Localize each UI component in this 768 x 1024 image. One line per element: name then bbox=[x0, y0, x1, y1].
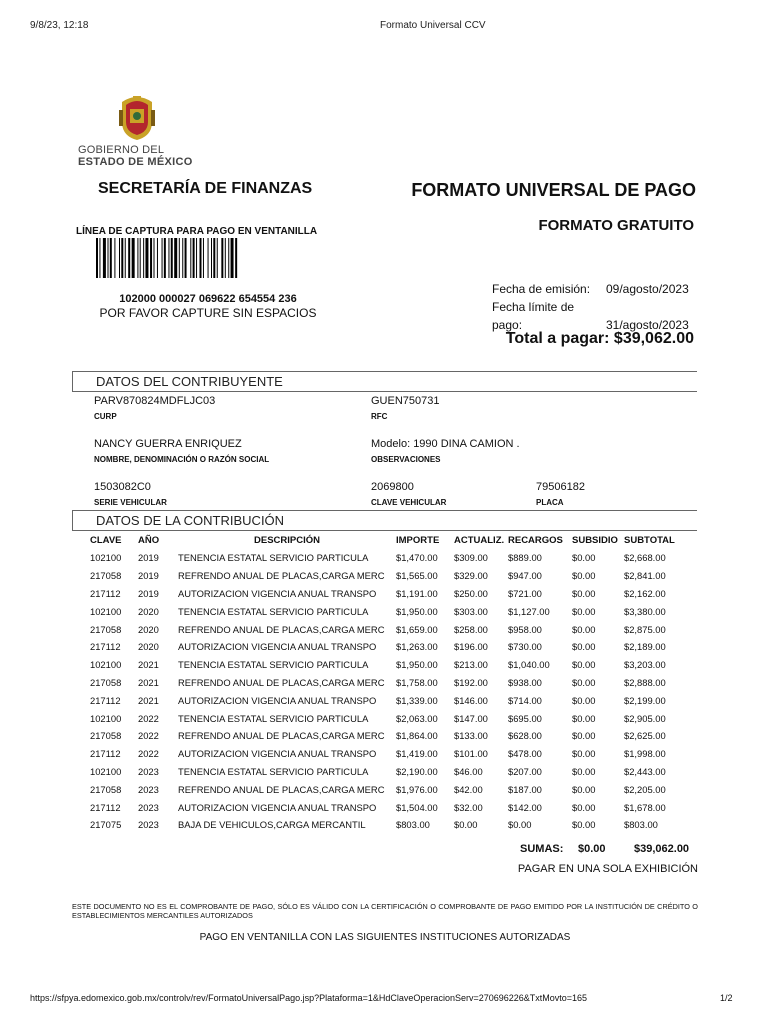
cell-descripcion: TENENCIA ESTATAL SERVICIO PARTICULA bbox=[178, 605, 369, 617]
cell-anio: 2023 bbox=[138, 819, 159, 831]
cell-importe: $1,339.00 bbox=[396, 694, 438, 706]
cell-subtotal: $2,905.00 bbox=[624, 712, 666, 724]
page-number: 1/2 bbox=[720, 993, 733, 1003]
cell-anio: 2023 bbox=[138, 801, 159, 813]
barcode-bar bbox=[179, 238, 180, 278]
barcode-bar bbox=[221, 238, 223, 278]
print-datetime: 9/8/23, 12:18 bbox=[30, 20, 89, 31]
barcode-bar bbox=[99, 238, 100, 278]
cell-descripcion: AUTORIZACION VIGENCIA ANUAL TRANSPO bbox=[178, 641, 377, 653]
cell-descripcion: TENENCIA ESTATAL SERVICIO PARTICULA bbox=[178, 712, 369, 724]
cell-anio: 2021 bbox=[138, 659, 159, 671]
cell-importe: $2,063.00 bbox=[396, 712, 438, 724]
cell-recargos: $721.00 bbox=[508, 587, 542, 599]
table-row bbox=[90, 567, 682, 585]
barcode-bar bbox=[143, 238, 144, 278]
cell-anio: 2019 bbox=[138, 552, 159, 564]
barcode-bar bbox=[96, 238, 98, 278]
table-row bbox=[90, 638, 682, 656]
cell-subsidio: $0.00 bbox=[572, 694, 596, 706]
linea-captura-note: POR FAVOR CAPTURE SIN ESPACIOS bbox=[99, 306, 317, 320]
barcode-bar bbox=[174, 238, 177, 278]
cell-clave: 217058 bbox=[90, 676, 122, 688]
pagar-note: PAGAR EN UNA SOLA EXHIBICIÓN bbox=[517, 863, 698, 875]
cell-actualiz: $309.00 bbox=[454, 552, 488, 564]
cell-recargos: $889.00 bbox=[508, 552, 542, 564]
col-header-anio: AÑO bbox=[138, 535, 160, 546]
cell-importe: $1,504.00 bbox=[396, 801, 438, 813]
cell-descripcion: REFRENDO ANUAL DE PLACAS,CARGA MERC bbox=[178, 730, 385, 742]
fecha-limite-value: 31/agosto/2023 bbox=[606, 318, 689, 332]
cell-clave: 102100 bbox=[90, 659, 122, 671]
cell-anio: 2022 bbox=[138, 712, 159, 724]
table-row bbox=[90, 763, 682, 781]
barcode bbox=[96, 238, 322, 278]
table-row bbox=[90, 691, 682, 709]
disclaimer: ESTE DOCUMENTO NO ES EL COMPROBANTE DE PAGO, SÓLO ES VÁLIDO CON LA CERTIFICACIÓN O COMPROBANTE DE PAGO EMITIDO POR LA INSTITUCIÓN DE CRÉDITO O ESTABLECIMIENTOS MERCANTILES AUTORIZADOS bbox=[72, 902, 698, 920]
cell-importe: $1,470.00 bbox=[396, 552, 438, 564]
cell-subtotal: $3,380.00 bbox=[624, 605, 666, 617]
clave-vehicular-value: 2069800 bbox=[371, 481, 414, 493]
cell-subsidio: $0.00 bbox=[572, 623, 596, 635]
table-row bbox=[90, 727, 682, 745]
cell-importe: $1,950.00 bbox=[396, 659, 438, 671]
section-divider bbox=[72, 371, 697, 372]
barcode-bar bbox=[185, 238, 187, 278]
placa-label: PLACA bbox=[536, 498, 564, 507]
serie-vehicular-value: 1503082C0 bbox=[94, 481, 151, 493]
cell-descripcion: REFRENDO ANUAL DE PLACAS,CARGA MERC bbox=[178, 676, 385, 688]
col-header-importe: IMPORTE bbox=[396, 535, 440, 546]
cell-subtotal: $2,875.00 bbox=[624, 623, 666, 635]
section-divider bbox=[72, 371, 73, 391]
barcode-bar bbox=[137, 238, 138, 278]
barcode-bar bbox=[168, 238, 169, 278]
cell-subtotal: $2,205.00 bbox=[624, 783, 666, 795]
barcode-bar bbox=[208, 238, 209, 278]
barcode-bar bbox=[193, 238, 195, 278]
cell-clave: 217112 bbox=[90, 641, 121, 653]
cell-subtotal: $2,841.00 bbox=[624, 570, 666, 582]
total-a-pagar: Total a pagar: $39,062.00 bbox=[505, 330, 694, 347]
cell-anio: 2023 bbox=[138, 765, 159, 777]
cell-importe: $1,263.00 bbox=[396, 641, 438, 653]
col-header-descripcion: DESCRIPCIÓN bbox=[254, 535, 320, 546]
placa-value: 79506182 bbox=[536, 481, 585, 493]
barcode-bar bbox=[140, 238, 141, 278]
barcode-bar bbox=[235, 238, 237, 278]
cell-importe: $1,758.00 bbox=[396, 676, 438, 688]
cell-anio: 2020 bbox=[138, 605, 159, 617]
cell-importe: $1,864.00 bbox=[396, 730, 438, 742]
cell-descripcion: TENENCIA ESTATAL SERVICIO PARTICULA bbox=[178, 765, 369, 777]
secretaria-title: SECRETARÍA DE FINANZAS bbox=[98, 180, 313, 197]
fecha-emision-label: Fecha de emisión: bbox=[492, 282, 591, 296]
barcode-bar bbox=[203, 238, 204, 278]
cell-subtotal: $803.00 bbox=[624, 819, 658, 831]
cell-actualiz: $192.00 bbox=[454, 676, 488, 688]
cell-recargos: $142.00 bbox=[508, 801, 542, 813]
cell-recargos: $187.00 bbox=[508, 783, 542, 795]
cell-subsidio: $0.00 bbox=[572, 605, 596, 617]
observaciones-label: OBSERVACIONES bbox=[371, 455, 441, 464]
cell-anio: 2020 bbox=[138, 641, 159, 653]
coat-of-arms-icon bbox=[116, 92, 158, 140]
barcode-bar bbox=[114, 238, 115, 278]
col-header-subtotal: SUBTOTAL bbox=[624, 535, 675, 546]
cell-descripcion: AUTORIZACION VIGENCIA ANUAL TRANSPO bbox=[178, 748, 377, 760]
fecha-limite-label: Fecha límite de pago: bbox=[492, 300, 575, 332]
cell-subsidio: $0.00 bbox=[572, 552, 596, 564]
cell-clave: 217058 bbox=[90, 623, 122, 635]
cell-actualiz: $42.00 bbox=[454, 783, 483, 795]
cell-anio: 2019 bbox=[138, 587, 159, 599]
cell-clave: 217112 bbox=[90, 587, 121, 599]
nombre-value: NANCY GUERRA ENRIQUEZ bbox=[94, 438, 242, 450]
cell-importe: $1,659.00 bbox=[396, 623, 438, 635]
barcode-bar bbox=[225, 238, 226, 278]
cell-importe: $803.00 bbox=[396, 819, 430, 831]
sumas-label: SUMAS: bbox=[520, 843, 564, 855]
cell-subtotal: $1,678.00 bbox=[624, 801, 666, 813]
cell-anio: 2022 bbox=[138, 730, 159, 742]
cell-actualiz: $46.00 bbox=[454, 765, 483, 777]
cell-clave: 217112 bbox=[90, 748, 121, 760]
cell-clave: 102100 bbox=[90, 712, 122, 724]
barcode-bar bbox=[171, 238, 173, 278]
cell-descripcion: BAJA DE VEHICULOS,CARGA MERCANTIL bbox=[178, 819, 366, 831]
col-header-subsidio: SUBSIDIO bbox=[572, 535, 618, 546]
cell-actualiz: $0.00 bbox=[454, 819, 478, 831]
barcode-bar bbox=[182, 238, 183, 278]
cell-recargos: $1,127.00 bbox=[508, 605, 550, 617]
section-divider bbox=[72, 510, 697, 511]
cell-subsidio: $0.00 bbox=[572, 765, 596, 777]
barcode-bar bbox=[190, 238, 191, 278]
cell-actualiz: $329.00 bbox=[454, 570, 488, 582]
linea-captura-title: LÍNEA DE CAPTURA PARA PAGO EN VENTANILLA bbox=[76, 226, 318, 237]
cell-descripcion: REFRENDO ANUAL DE PLACAS,CARGA MERC bbox=[178, 623, 385, 635]
cell-recargos: $478.00 bbox=[508, 748, 542, 760]
cell-subsidio: $0.00 bbox=[572, 641, 596, 653]
barcode-bar bbox=[196, 238, 197, 278]
fechas-block bbox=[492, 280, 689, 334]
barcode-bar bbox=[200, 238, 202, 278]
cell-actualiz: $146.00 bbox=[454, 694, 488, 706]
table-row bbox=[90, 585, 682, 603]
sumas-row bbox=[520, 843, 689, 855]
cell-subsidio: $0.00 bbox=[572, 587, 596, 599]
table-header-row bbox=[90, 532, 682, 549]
table-row bbox=[90, 780, 682, 798]
barcode-bar bbox=[132, 238, 135, 278]
cell-descripcion: REFRENDO ANUAL DE PLACAS,CARGA MERC bbox=[178, 783, 385, 795]
barcode-bar bbox=[157, 238, 158, 278]
rfc-label: RFC bbox=[371, 412, 388, 421]
cell-importe: $1,950.00 bbox=[396, 605, 438, 617]
cell-recargos: $714.00 bbox=[508, 694, 542, 706]
cell-clave: 102100 bbox=[90, 605, 122, 617]
barcode-bar bbox=[213, 238, 215, 278]
cell-recargos: $947.00 bbox=[508, 570, 542, 582]
cell-subsidio: $0.00 bbox=[572, 801, 596, 813]
cell-recargos: $695.00 bbox=[508, 712, 542, 724]
col-header-recargos: RECARGOS bbox=[508, 535, 563, 546]
cell-descripcion: REFRENDO ANUAL DE PLACAS,CARGA MERC bbox=[178, 570, 385, 582]
pago-ventanilla-note: PAGO EN VENTANILLA CON LAS SIGUIENTES INSTITUCIONES AUTORIZADAS bbox=[199, 932, 571, 943]
cell-anio: 2021 bbox=[138, 694, 159, 706]
cell-subtotal: $2,162.00 bbox=[624, 587, 666, 599]
barcode-bar bbox=[119, 238, 120, 278]
cell-clave: 217058 bbox=[90, 783, 122, 795]
cell-anio: 2023 bbox=[138, 783, 159, 795]
cell-clave: 217112 bbox=[90, 694, 121, 706]
col-header-actualiz: ACTUALIZ. bbox=[454, 535, 505, 546]
barcode-bar bbox=[110, 238, 112, 278]
cell-subsidio: $0.00 bbox=[572, 659, 596, 671]
section-divider bbox=[72, 530, 697, 531]
barcode-bar bbox=[217, 238, 218, 278]
contribucion-table bbox=[90, 532, 682, 834]
cell-subtotal: $2,668.00 bbox=[624, 552, 666, 564]
cell-subtotal: $1,998.00 bbox=[624, 748, 666, 760]
col-header-clave: CLAVE bbox=[90, 535, 122, 546]
cell-descripcion: AUTORIZACION VIGENCIA ANUAL TRANSPO bbox=[178, 801, 377, 813]
cell-subtotal: $2,189.00 bbox=[624, 641, 666, 653]
print-url: https://sfpya.edomexico.gob.mx/controlv/rev/FormatoUniversalPago.jsp?Plataforma=1&HdClaveOperacionServ=270696226&TxtMovto=165 bbox=[30, 993, 588, 1003]
cell-actualiz: $133.00 bbox=[454, 730, 488, 742]
section-divider bbox=[72, 391, 697, 392]
cell-clave: 217058 bbox=[90, 570, 122, 582]
cell-descripcion: TENENCIA ESTATAL SERVICIO PARTICULA bbox=[178, 552, 369, 564]
cell-anio: 2020 bbox=[138, 623, 159, 635]
section-divider bbox=[72, 510, 73, 530]
serie-vehicular-label: SERIE VEHICULAR bbox=[94, 498, 167, 507]
table-row bbox=[90, 798, 682, 816]
table-row bbox=[90, 656, 682, 674]
cell-subsidio: $0.00 bbox=[572, 676, 596, 688]
barcode-bar bbox=[162, 238, 163, 278]
cell-importe: $1,565.00 bbox=[396, 570, 438, 582]
cell-subsidio: $0.00 bbox=[572, 783, 596, 795]
table-row bbox=[90, 620, 682, 638]
cell-subtotal: $2,199.00 bbox=[624, 694, 666, 706]
curp-label: CURP bbox=[94, 412, 117, 421]
cell-recargos: $628.00 bbox=[508, 730, 542, 742]
cell-actualiz: $258.00 bbox=[454, 623, 488, 635]
cell-actualiz: $101.00 bbox=[454, 748, 488, 760]
cell-importe: $2,190.00 bbox=[396, 765, 438, 777]
cell-actualiz: $250.00 bbox=[454, 587, 488, 599]
table-row bbox=[90, 709, 682, 727]
rfc-value: GUEN750731 bbox=[371, 395, 440, 407]
sumas-subsidio: $0.00 bbox=[578, 843, 606, 855]
curp-value: PARV870824MDFLJC03 bbox=[94, 395, 216, 407]
linea-captura-number: 102000 000027 069622 654554 236 bbox=[119, 293, 297, 305]
cell-importe: $1,419.00 bbox=[396, 748, 438, 760]
table-row bbox=[90, 602, 682, 620]
barcode-bar bbox=[108, 238, 109, 278]
cell-clave: 102100 bbox=[90, 552, 122, 564]
cell-descripcion: TENENCIA ESTATAL SERVICIO PARTICULA bbox=[178, 659, 369, 671]
cell-clave: 217075 bbox=[90, 819, 122, 831]
barcode-bar bbox=[211, 238, 212, 278]
cell-anio: 2022 bbox=[138, 748, 159, 760]
cell-importe: $1,976.00 bbox=[396, 783, 438, 795]
barcode-bar bbox=[228, 238, 229, 278]
barcode-bar bbox=[145, 238, 148, 278]
cell-subsidio: $0.00 bbox=[572, 712, 596, 724]
cell-subtotal: $2,888.00 bbox=[624, 676, 666, 688]
logo-line-1: GOBIERNO DEL bbox=[78, 144, 165, 156]
table-row bbox=[90, 816, 682, 834]
barcode-bar bbox=[231, 238, 234, 278]
barcode-bar bbox=[121, 238, 123, 278]
barcode-bar bbox=[125, 238, 126, 278]
cell-anio: 2019 bbox=[138, 570, 159, 582]
cell-actualiz: $213.00 bbox=[454, 659, 488, 671]
cell-descripcion: AUTORIZACION VIGENCIA ANUAL TRANSPO bbox=[178, 694, 377, 706]
cell-anio: 2021 bbox=[138, 676, 159, 688]
barcode-bar bbox=[103, 238, 106, 278]
cell-subsidio: $0.00 bbox=[572, 819, 596, 831]
cell-subtotal: $2,443.00 bbox=[624, 765, 666, 777]
contribucion-title: DATOS DE LA CONTRIBUCIÓN bbox=[96, 513, 285, 528]
cell-subtotal: $2,625.00 bbox=[624, 730, 666, 742]
nombre-label: NOMBRE, DENOMINACIÓN O RAZÓN SOCIAL bbox=[94, 455, 270, 464]
cell-importe: $1,191.00 bbox=[396, 587, 438, 599]
cell-recargos: $207.00 bbox=[508, 765, 542, 777]
cell-recargos: $730.00 bbox=[508, 641, 542, 653]
observaciones-value: Modelo: 1990 DINA CAMION . bbox=[371, 438, 520, 450]
cell-subsidio: $0.00 bbox=[572, 570, 596, 582]
clave-vehicular-label: CLAVE VEHICULAR bbox=[371, 498, 447, 507]
fecha-emision-value: 09/agosto/2023 bbox=[606, 282, 689, 296]
barcode-bar bbox=[150, 238, 152, 278]
cell-recargos: $0.00 bbox=[508, 819, 532, 831]
cell-subtotal: $3,203.00 bbox=[624, 659, 666, 671]
barcode-bar bbox=[128, 238, 130, 278]
formato-title: FORMATO UNIVERSAL DE PAGO bbox=[411, 180, 696, 200]
table-row bbox=[90, 745, 682, 763]
cell-actualiz: $303.00 bbox=[454, 605, 488, 617]
logo-line-2: ESTADO DE MÉXICO bbox=[78, 156, 193, 168]
contribuyente-title: DATOS DEL CONTRIBUYENTE bbox=[96, 374, 283, 389]
cell-actualiz: $147.00 bbox=[454, 712, 488, 724]
cell-subsidio: $0.00 bbox=[572, 748, 596, 760]
cell-recargos: $938.00 bbox=[508, 676, 542, 688]
cell-recargos: $958.00 bbox=[508, 623, 542, 635]
sumas-total: $39,062.00 bbox=[634, 843, 690, 855]
cell-clave: 102100 bbox=[90, 765, 122, 777]
print-title: Formato Universal CCV bbox=[380, 20, 486, 31]
cell-descripcion: AUTORIZACION VIGENCIA ANUAL TRANSPO bbox=[178, 587, 377, 599]
barcode-bar bbox=[154, 238, 155, 278]
barcode-bar bbox=[164, 238, 166, 278]
cell-subsidio: $0.00 bbox=[572, 730, 596, 742]
cell-clave: 217058 bbox=[90, 730, 122, 742]
cell-actualiz: $196.00 bbox=[454, 641, 488, 653]
cell-clave: 217112 bbox=[90, 801, 121, 813]
cell-actualiz: $32.00 bbox=[454, 801, 483, 813]
formato-gratuito: FORMATO GRATUITO bbox=[538, 217, 694, 234]
table-row bbox=[90, 549, 682, 567]
cell-recargos: $1,040.00 bbox=[508, 659, 550, 671]
table-row bbox=[90, 674, 682, 692]
